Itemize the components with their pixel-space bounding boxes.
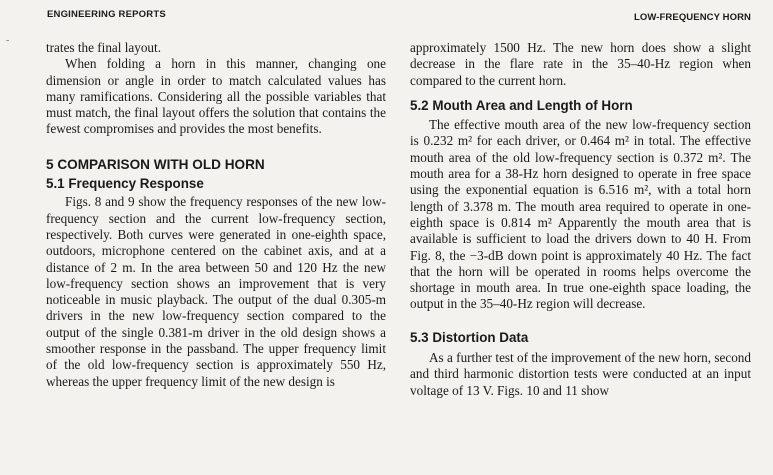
paragraph-continuation-right: approximately 1500 Hz. The new horn does show a slight decrease in the flare rate in the 35–40-Hz region when compared to the current horn. [410, 40, 751, 88]
paragraph-folding: When folding a horn in this manner, changing one dimension or angle in order to match calculated values has many ramifications. Considering all the possible variables that must match, the final layout offers the solution that contains the fewest compromises and provides the most benefits. [46, 56, 386, 137]
paragraph-distortion: As a further test of the improvement of the new horn, second and third harmonic distortion tests were conducted at an input voltage of 13 V. Figs. 10 and 11 show [410, 350, 751, 398]
section-5-heading: 5 COMPARISON WITH OLD HORN [46, 156, 265, 172]
margin-tick: - [6, 35, 10, 46]
right-column [410, 40, 751, 399]
paragraph-continuation: trates the final layout. [46, 40, 161, 55]
left-column [46, 40, 386, 390]
paragraph-mouth-area: The effective mouth area of the new low-frequency section is 0.232 m² for each driver, or 0.464 m² in total. The effective mouth area of the old low-frequency section is 0.372 m². The mouth area for a 38-Hz horn designed to operate in free space using the exponential equation is 6.516 m², with a total horn length of 3.378 m. The mouth area required to operate in one-eighth space is 0.814 m² Apparently the mouth area that is available is sufficient to load the drivers down to 40 H. From Fig. 8, the −3-dB down point is approximately 40 Hz. The fact that the horn will be operated in rooms helps overcome the shortage in mouth area. In true one-eighth space loading, the output in the 35–40-Hz region will decrease. [410, 117, 751, 312]
paragraph-frequency-response: Figs. 8 and 9 show the frequency responses of the new low-frequency section and the current low-frequency section, respectively. Both curves were generated in one-eighth space, outdoors, microphone centered on the cabinet axis, and at a distance of 2 m. In the area between 50 and 120 Hz the new low-frequency section shows an improvement that is very noticeable in music playback. The output of the dual 0.305-m drivers in the new low-frequency section compared to the output of the single 0.381-m driver in the old design shows a smoother response in the passband. The upper frequency limit of the old low-frequency section is approximately 550 Hz, whereas the upper frequency limit of the new design is [46, 194, 386, 389]
running-header-left: ENGINEERING REPORTS [47, 9, 166, 20]
section-5-3-heading: 5.3 Distortion Data [410, 329, 529, 345]
section-5-2-heading: 5.2 Mouth Area and Length of Horn [410, 97, 633, 113]
section-5-1-heading: 5.1 Frequency Response [46, 176, 204, 192]
running-header-right: LOW-FREQUENCY HORN [633, 12, 751, 23]
